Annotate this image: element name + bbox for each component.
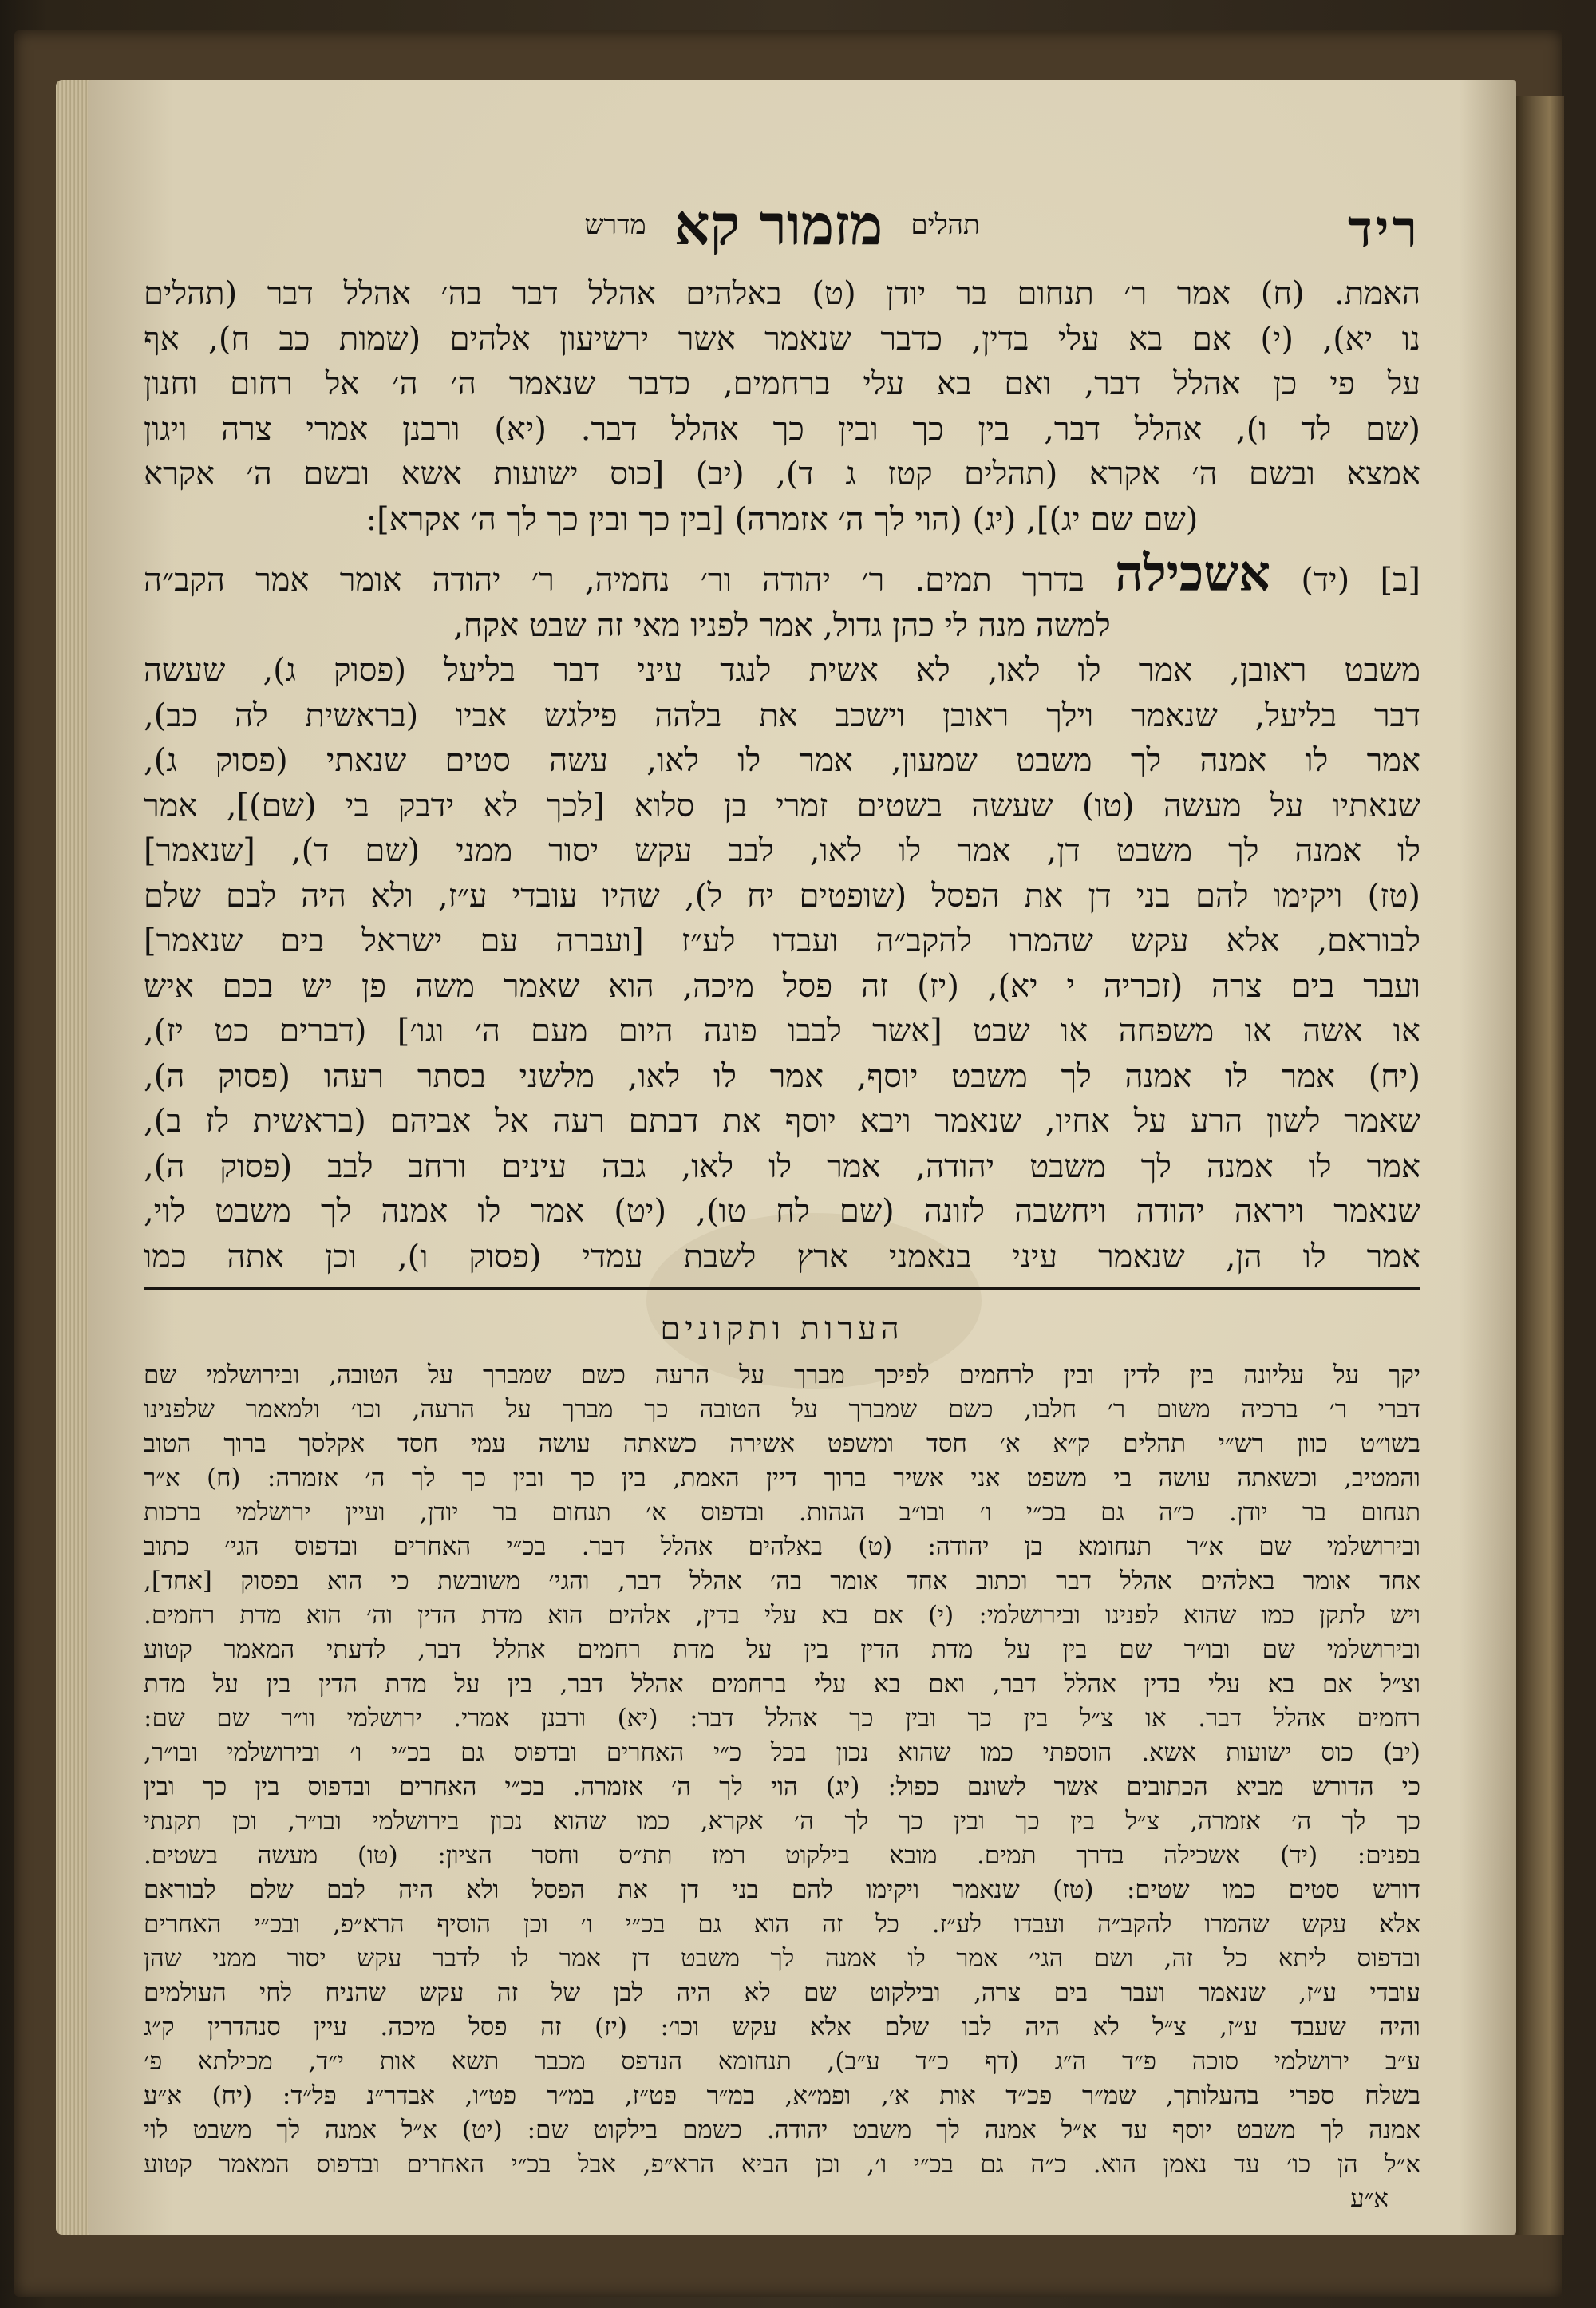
section-divider bbox=[144, 1287, 1420, 1290]
note-line: אחד אומר באלהים אהלל דבר וכתוב אחד אומר בה׳ אהלל דבר, והגי׳ משובשת כי הוא בפסוק [אחד], bbox=[144, 1567, 1420, 1595]
note-line: ובירושלמי שם ובו״ר שם בין על מדת הדין בין על מדת רחמים אהלל דבר, לדעתי המאמר קטוע bbox=[144, 1635, 1420, 1664]
text-line: נו יא), (י) אם בא עלי בדין, כדבר שנאמר אשר ירשיעון אלהים (שמות כב ח), אף bbox=[144, 320, 1420, 358]
section-opening-word: אשכילה bbox=[1115, 544, 1271, 603]
note-line: עובדי ע״ז, שנאמר ועבר בים צרה, ובילקוט שם לא היה לבן של זה עקש שהניח לחי העולמים bbox=[144, 1978, 1420, 2007]
note-line: בשלח ספרי בהעלותך, שמ״ר פכ״ד אות א׳, ופמ״א, במ״ר פט״ז, במ״ר פט״ו, אבדר״נ פל״ד: (יח) א״ע bbox=[144, 2081, 1420, 2110]
text-line: לבוראם, אלא עקש שהמרו להקב״ה ועבדו לע״ז [ועברה עם ישראל בים שנאמר] bbox=[144, 923, 1420, 959]
text-line: שאמר לשון הרע על אחיו, שנאמר ויבא יוסף את דבתם רעה אל אביהם (בראשית לז ב), bbox=[144, 1103, 1420, 1140]
text-line: אמר לו הן, שנאמר עיני בנאמני ארץ לשבת עמדי (פסוק ו), וכן אתה כמו bbox=[144, 1238, 1420, 1275]
note-line: בשו״ט כוון רש״י תהלים ק״א א׳ חסד ומשפט אשירה כשאתה עושה עמי חסד אקלסך ברוך הטוב bbox=[144, 1429, 1420, 1458]
notes-text bbox=[144, 1358, 1420, 2216]
text-line: משבט ראובן, אמר לו לאו, לא אשית לנגד עיני דבר בליעל (פסוק ג), שעשה bbox=[144, 652, 1421, 689]
header-titles bbox=[144, 192, 1420, 259]
section-first-line: בדרך תמים. ר׳ יהודה ור׳ נחמיה, ר׳ יהודה אומר אמר הקב״ה bbox=[144, 562, 1084, 599]
header-left-label: מדרש bbox=[584, 209, 646, 241]
note-line: ובירושלמי שם א״ר תנחומא בן יהודה: (ט) באלהים אהלל דבר. בכ״י האחרים ובדפוס הגי׳ כתוב bbox=[144, 1532, 1420, 1561]
note-catchword: א״ע bbox=[1350, 2184, 1389, 2213]
note-line: אמנה לך משבט יוסף עד א״ל אמנה לך משבט יהודה. כשמם בילקוט שם: (יט) א״ל אמנה לך משבט לוי bbox=[144, 2116, 1421, 2144]
note-line: א״ל הן כו׳ עד נאמן הוא. כ״ה גם בכ״י ו׳, וכן הביא הרא״פ, אבל בכ״י האחרים ובדפוס המאמר קטוע bbox=[144, 2150, 1420, 2179]
text-line: למשה מנה לי כהן גדול, אמר לפניו מאי זה שבט אקח, bbox=[453, 607, 1111, 644]
main-text bbox=[144, 271, 1420, 1279]
page-content bbox=[144, 184, 1420, 2216]
text-line: אמר לו אמנה לך משבט שמעון, אמר לו לאו, עשה סטים שנאתי (פסוק ג), bbox=[144, 742, 1421, 779]
note-line: תנחום בר יודן. כ״ה גם בכ״י ו׳ ובו״ב הגהות. ובדפוס א׳ תנחום בר יודן, ועיין ירושלמי ברכות bbox=[144, 1498, 1420, 1527]
text-line: שנאתיו על מעשה (טו) שעשה בשטים זמרי בן סלוא [לכך לא ידבק בי (שם)], אמר bbox=[144, 787, 1420, 824]
text-line: או אשה או משפחה או שבט [אשר לבבו פונה היום מעם ה׳ וגו׳] (דברים כט יז), bbox=[144, 1013, 1420, 1049]
text-line: ועבר בים צרה (זכריה י יא), (יז) זה פסל מיכה, הוא שאמר משה פן יש בכם איש bbox=[144, 967, 1420, 1005]
text-line: האמת. (ח) אמר ר׳ תנחום בר יודן (ט) באלהים אהלל דבר בה׳ אהלל דבר (תהלים bbox=[144, 275, 1420, 312]
note-line: בפנים: (יד) אשכילה בדרך תמים. מובא בילקוט רמז תת״ס וחסר הציון: (טו) מעשה בשטים. bbox=[144, 1841, 1420, 1870]
note-line: וצ״ל אם בא עלי בדין אהלל דבר, ואם בא עלי ברחמים אהלל דבר, בין על מדת הדין בין על מדת bbox=[144, 1670, 1420, 1698]
page-number: ריד bbox=[1348, 200, 1420, 259]
note-line: והיה שעבד ע״ז, צ״ל לא היה לבו שלם אלא עקש וכו׳: (יז) זה פסל מיכה. עיין סנהדרין ק״ג bbox=[144, 2013, 1420, 2041]
book-gutter bbox=[1516, 96, 1564, 2235]
text-line: אמר לו אמנה לך משבט יהודה, אמר לו לאו, גבה עינים ורחב לבב (פסוק ה), bbox=[144, 1148, 1420, 1185]
note-line: והמטיב, וכשאתה עושה בי משפט אני אשיר ברוך דיין האמת, בין כך ובין כך לך ה׳ אזמרה: (ח) א״ר bbox=[144, 1464, 1420, 1492]
header-title: מזמור קא bbox=[674, 192, 883, 258]
text-line: (טז) ויקימו להם בני דן את הפסל (שופטים יח ל), שהיו עובדי ע״ז, ולא היה לבם שלם bbox=[144, 877, 1420, 915]
section-heading-line bbox=[144, 544, 1420, 603]
note-line: דורש סטים כמו שטים: (טז) שנאמר ויקימו להם בני דן את הפסל ולא היה לבם שלם לבוראם bbox=[144, 1875, 1420, 1904]
text-line: (יח) אמר לו אמנה לך משבט יוסף, אמר לו לאו, מלשני בסתר רעהו (פסוק ה), bbox=[144, 1057, 1420, 1095]
text-line: אמצא ובשם ה׳ אקרא (תהלים קטז ג ד), (יב) [כוס ישועות אשא ובשם ה׳ אקרא bbox=[144, 456, 1420, 492]
note-line: יקך על עליונה בין לדין ובין לרחמים לפיכך מברך על הרעה כשם שמברך על הטובה, ובירושלמי שם bbox=[144, 1361, 1420, 1389]
note-line: כי הדורש מביא הכתובים אשר לשונם כפול: (יג) הוי לך ה׳ אזמרה. בכ״י האחרים ובדפוס בין כך ובין bbox=[144, 1772, 1420, 1801]
text-line: דבר בליעל, שנאמר וילך ראובן וישכב את בלהה פילגש אביו (בראשית לה כב), bbox=[144, 697, 1420, 734]
note-line: רחמים אהלל דבר. או צ״ל בין כך ובין כך אהלל דבר: (יא) ורבנן אמרי. ירושלמי וו״ר שם שם: bbox=[144, 1704, 1420, 1733]
header-right-label: תהלים bbox=[911, 209, 980, 241]
note-line: דברי ר׳ ברכיה משום ר׳ חלבו, כשם שמברך על הטובה כך מברך על הרעה, וכו׳ ולמאמר שלפנינו bbox=[144, 1395, 1420, 1424]
text-line: (שם שם יג)], (יג) (הוי לך ה׳ אזמרה) [בין כך ובין כך לך ה׳ אקרא]: bbox=[365, 500, 1199, 538]
text-line: לו אמנה לך משבט דן, אמר לו לאו, לבב עקש יסור ממני (שם ד), [שנאמר] bbox=[144, 832, 1420, 869]
note-line: ובדפוס ליתא כל זה, ושם הגי׳ אמר לו אמנה לך משבט דן אמר לו לדבר עקש יסור ממני שהן bbox=[144, 1944, 1420, 1973]
text-line: (שם לד ו), אהלל דבר, בין כך ובין כך אהלל דבר. (יא) ורבנן אמרי צרה ויגון bbox=[144, 410, 1420, 448]
note-line: ויש לתקן כמו שהוא לפנינו ובירושלמי: (י) אם בא עלי בדין, אלהים הוא מדת הדין וה׳ הוא מדת רחמים. bbox=[144, 1601, 1420, 1630]
text-line: שנאמר ויראה יהודה ויחשבה לזונה (שם לח טו), (יט) אמר לו אמנה לך משבט לוי, bbox=[144, 1193, 1421, 1230]
note-line: ע״ב ירושלמי סוכה פ״ד ה״ג (דף כ״ד ע״ב), תנחומא הנדפס מכבר תשא אות י״ד, מכילתא פ׳ bbox=[144, 2047, 1420, 2076]
notes-title: הערות ותקונים bbox=[660, 1310, 904, 1347]
running-header bbox=[144, 184, 1420, 271]
note-line: אלא עקש שהמרו להקב״ה ועבדו לע״ז. כל זה הוא גם בכ״י ו׳ וכן הוסיף הרא״פ, ובכ״י האחרים bbox=[144, 1910, 1420, 1938]
section-marker: [ב] (יד) bbox=[1301, 562, 1420, 599]
note-line: כך לך ה׳ אזמרה, צ״ל בין כך ובין כך לך ה׳ אקרא, כמו שהוא נכון בירושלמי ובו״ר, וכן תקנתי bbox=[144, 1807, 1420, 1836]
text-line: על פי כן אהלל דבר, ואם בא עלי ברחמים, כדבר שנאמר ה׳ ה׳ אל רחום וחנון bbox=[144, 366, 1420, 402]
note-line: (יב) כוס ישועות אשא. הוספתי כמו שהוא נכון בכל כ״י האחרים ובדפוס גם בכ״י ו׳ ובירושלמי ובו״ר, bbox=[144, 1738, 1420, 1767]
